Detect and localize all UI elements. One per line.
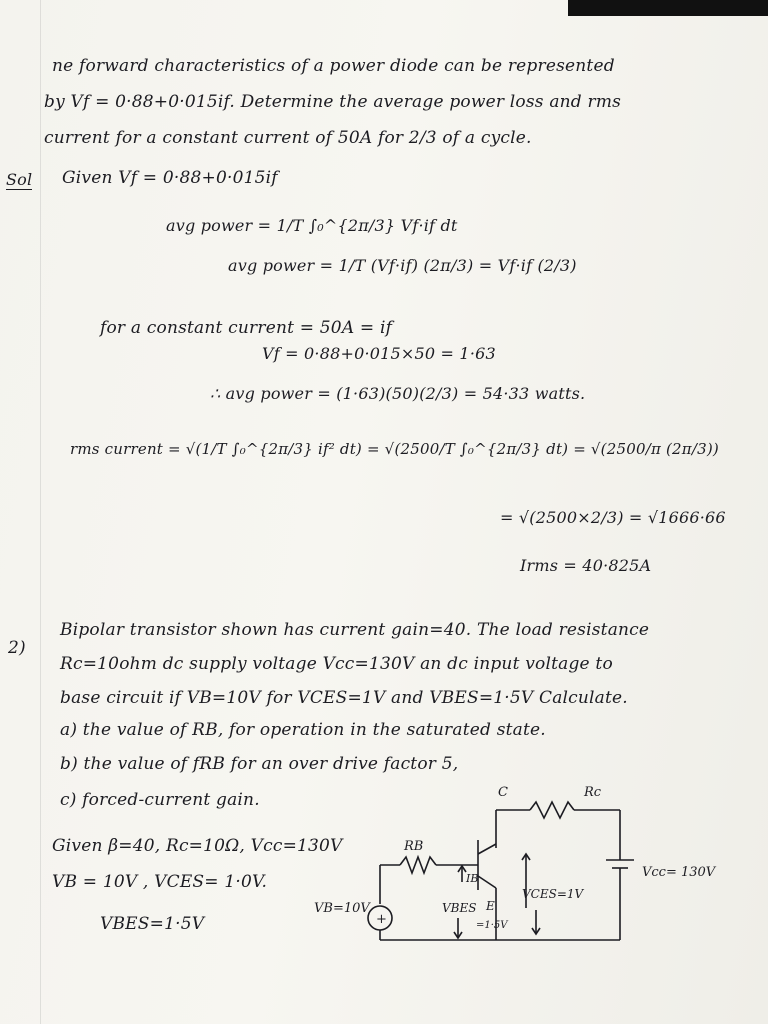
problem2-line2: Rc=10ohm dc supply voltage Vcc=130V an dc input voltage to [60, 654, 613, 674]
given2-line3: VBES=1·5V [100, 914, 205, 934]
avg-power-simplified: avg power = 1/T (Vf·if) (2π/3) = Vf·if (2/3) [228, 256, 577, 275]
label-vces: VCES=1V [522, 887, 584, 901]
avg-power-integral: avg power = 1/T ∫₀^{2π/3} Vf·if dt [166, 216, 458, 235]
avg-power-result: ∴ avg power = (1·63)(50)(2/3) = 54·33 watts. [210, 384, 586, 403]
label-plus: + [376, 912, 387, 927]
label-vb: VB=10V [314, 901, 370, 916]
constant-current: for a constant current = 50A = if [100, 318, 393, 338]
given2-line2: VB = 10V , VCES= 1·0V. [52, 872, 268, 892]
label-e: E [486, 899, 495, 913]
problem1-line1: ne forward characteristics of a power diode can be represented [52, 56, 615, 76]
given-vf: Given Vf = 0·88+0·015if [62, 168, 278, 188]
transistor-circuit-diagram [300, 770, 740, 970]
label-vbes: VBES [442, 901, 477, 915]
label-ib: IB [466, 872, 479, 885]
label-rc: Rc [584, 785, 602, 800]
problem2-line1: Bipolar transistor shown has current gain=40. The load resistance [60, 620, 650, 640]
problem1-line2: by Vf = 0·88+0·015if. Determine the average power loss and rms [44, 92, 622, 112]
label-c: C [498, 785, 508, 800]
problem1-line3: current for a constant current of 50A for 2/3 of a cycle. [44, 128, 532, 148]
margin-rule [40, 0, 41, 1024]
vf-calc: Vf = 0·88+0·015×50 = 1·63 [262, 344, 496, 363]
problem2-number: 2) [8, 638, 26, 658]
problem2-line3: base circuit if VB=10V for VCES=1V and VBES=1·5V Calculate. [60, 688, 628, 708]
label-vcc: Vcc= 130V [642, 865, 716, 880]
sol-label: Sol [6, 170, 33, 189]
label-vbes-value: =1·5V [476, 920, 508, 931]
label-rb: RB [404, 839, 424, 854]
rms-integral: rms current = √(1/T ∫₀^{2π/3} if² dt) = √(2500/T ∫₀^{2π/3} dt) = √(2500/π (2π/3)) [70, 440, 719, 458]
problem2-part-a: a) the value of RB, for operation in the saturated state. [60, 720, 546, 740]
problem2-part-b: b) the value of fRB for an over drive factor 5, [60, 754, 459, 774]
rms-step: = √(2500×2/3) = √1666·66 [500, 508, 726, 527]
problem2-part-c: c) forced-current gain. [60, 790, 260, 810]
rms-result: Irms = 40·825A [520, 556, 652, 575]
given2-line1: Given β=40, Rc=10Ω, Vcc=130V [52, 836, 343, 856]
page-corner-shadow [568, 0, 768, 16]
